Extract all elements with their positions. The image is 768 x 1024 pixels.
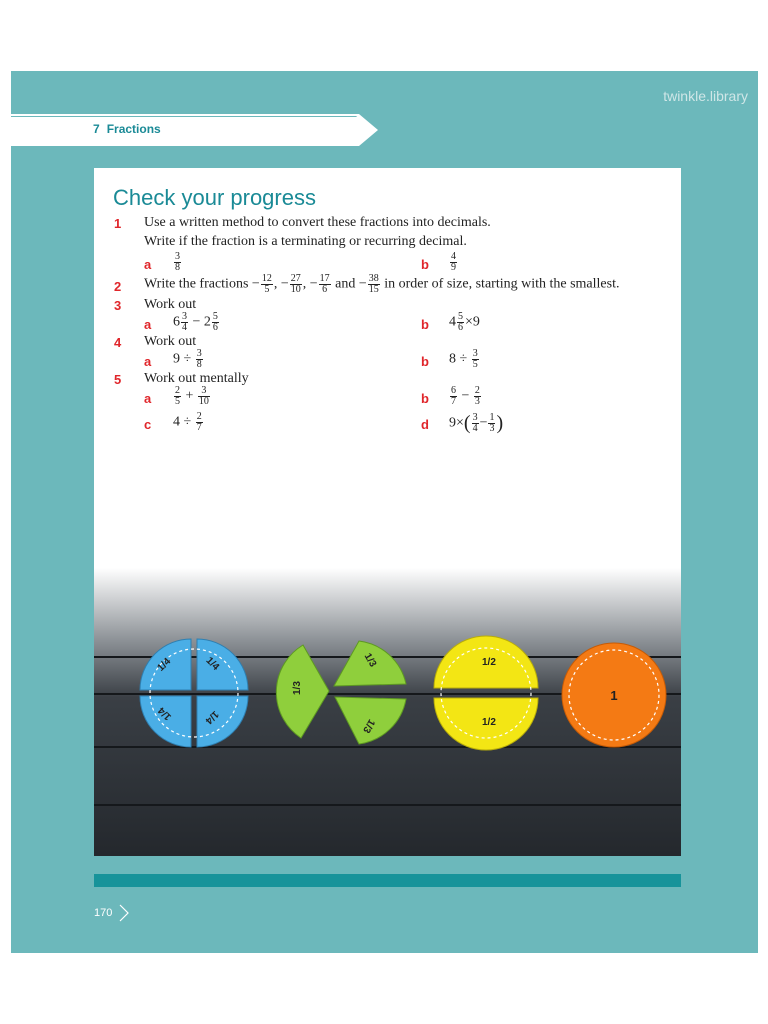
question-number-3: 3	[114, 298, 122, 313]
part-label-3b: b	[421, 317, 429, 332]
yellow-piece-label-2: 1/2	[482, 717, 496, 728]
part-label-1a: a	[144, 257, 152, 272]
page	[94, 168, 681, 856]
question-5-text: Work out mentally	[144, 371, 249, 386]
green-piece-label-1: 1/3	[361, 651, 379, 670]
blue-piece-label-1: 1/4	[155, 656, 174, 674]
watermark: twinkle.library	[663, 88, 748, 104]
chapter-tab	[11, 114, 378, 146]
question-1-line-2: Write if the fraction is a terminating or recurring decimal.	[144, 234, 467, 249]
expression-1b: $\frac{4}{9}$	[451, 251, 456, 273]
part-label-5b: b	[421, 391, 429, 406]
expression-5b: $\frac{6}{7}$ − $\frac{2}{3}$	[451, 385, 480, 407]
chapter-label	[93, 122, 161, 136]
fraction-circles-photo	[94, 568, 681, 856]
question-number-2: 2	[114, 279, 122, 294]
green-piece-label-3: 1/3	[360, 717, 377, 735]
yellow-piece-label-1: 1/2	[482, 657, 496, 668]
page-title: Check your progress	[113, 185, 316, 210]
page-number: 170	[94, 907, 113, 919]
question-2-text: Write the fractions − $\frac{12}{5}$ , − $\frac{27}{10}$ , − $\frac{17}{6}$ and − $\frac{38}{15}$ in order of size, starting with the smallest.	[144, 273, 620, 295]
chapter-title: Fractions	[106, 122, 161, 136]
chapter-number: 7	[93, 122, 100, 136]
expression-3a: 6 $\frac{3}{4}$ − 2 $\frac{5}{6}$	[173, 311, 218, 333]
yellow-half-pieces	[434, 636, 538, 750]
blue-piece-label-4: 1/4	[202, 708, 221, 726]
question-number-5: 5	[114, 372, 122, 387]
expression-4a: 9 ÷ $\frac{3}{8}$	[173, 348, 202, 370]
expression-5a: $\frac{2}{5}$ + $\frac{3}{10}$	[175, 385, 209, 407]
part-label-3a: a	[144, 317, 152, 332]
part-label-1b: b	[421, 257, 429, 272]
expression-4b: 8 ÷ $\frac{3}{5}$	[449, 348, 478, 370]
bottom-bar	[94, 874, 681, 887]
question-number-1: 1	[114, 216, 122, 231]
part-label-5c: c	[144, 417, 152, 432]
question-3-text: Work out	[144, 297, 197, 312]
part-label-4b: b	[421, 354, 429, 369]
expression-5d: 9×( $\frac{3}{4}$ − $\frac{1}{3}$ )	[449, 412, 504, 434]
part-label-5d: d	[421, 417, 429, 432]
fraction-circles-illustration	[94, 568, 681, 856]
question-number-4: 4	[114, 335, 122, 350]
expression-5c: 4 ÷ $\frac{2}{7}$	[173, 411, 202, 433]
part-label-4a: a	[144, 354, 152, 369]
green-piece-label-2: 1/3	[292, 681, 303, 695]
part-label-5a: a	[144, 391, 152, 406]
blue-quarter-pieces	[140, 639, 248, 747]
question-1-line-1: Use a written method to convert these fractions into decimals.	[144, 215, 491, 230]
expression-1a: $\frac{3}{8}$	[175, 251, 180, 273]
question-4-text: Work out	[144, 334, 197, 349]
blue-piece-label-2: 1/4	[203, 655, 222, 673]
orange-piece-label: 1	[610, 688, 618, 703]
blue-piece-label-3: 1/4	[156, 704, 174, 723]
chevron-right-icon	[118, 903, 130, 923]
expression-3b: 4 $\frac{5}{6}$ ×9	[449, 311, 480, 333]
